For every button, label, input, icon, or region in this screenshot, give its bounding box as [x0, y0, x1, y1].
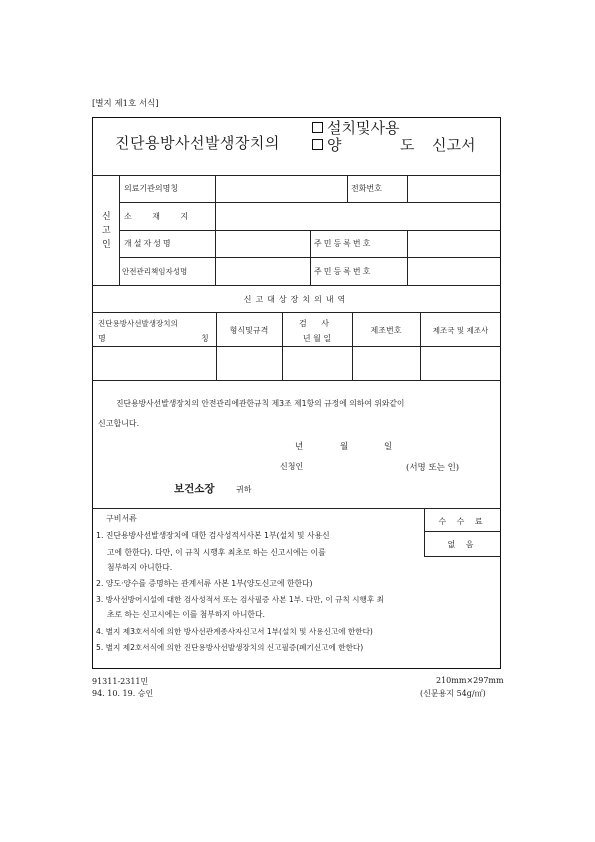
divider-documents-top: [92, 508, 501, 509]
label-institution-name: 의료기관의명칭: [124, 184, 179, 193]
fee-label: 수 수 료: [438, 517, 487, 526]
header-model: 형식및규격: [229, 326, 269, 335]
documents-item-line-6: 초로 하는 신고시에는 이를 첨부하지 아니한다.: [107, 610, 265, 619]
input-institution-name[interactable]: [218, 178, 345, 200]
input-inspection-date[interactable]: [285, 349, 349, 377]
divider-fee-bottom: [424, 556, 501, 557]
input-resident-no-2[interactable]: [410, 260, 498, 282]
header-device-name-2b: 칭: [201, 334, 209, 343]
reporter-side-char-1: 신: [102, 212, 111, 222]
declaration-line-1: 진단용방사선발생장치의 안전관리에관한규칙 제3조 제1항의 규정에 의하여 위와같이: [116, 399, 405, 408]
declaration-line-2: 신고합니다.: [98, 419, 140, 428]
recipient-label: 보건소장: [174, 483, 215, 495]
header-device-name-2a: 명: [98, 334, 106, 343]
documents-title: 구비서류: [106, 514, 137, 523]
header-inspect-1: 검 사: [299, 319, 335, 328]
documents-item-line-8: 5. 별지 제2호서식에 의한 진단용방사선발생장치의 신고필증(폐기신고에 한한다): [96, 643, 364, 652]
documents-item-line-3: 첨부하지 아니한다.: [107, 563, 173, 572]
footer-size: 210mm×297mm: [436, 676, 504, 685]
label-safety-manager: 안전관리책임자성명: [122, 267, 188, 276]
divider-phone-label-right: [407, 175, 408, 202]
header-maker: 제조국 및 제조사: [432, 326, 489, 335]
option-transfer-b: 도: [400, 136, 415, 154]
footer-code: 91311-2311민: [92, 677, 149, 686]
divider-resident-label-left: [310, 230, 311, 285]
option-install-use: 설치및사용: [327, 119, 400, 137]
header-serial: 제조번호: [370, 326, 402, 335]
input-device-name[interactable]: [95, 349, 213, 377]
date-year-label: 년: [295, 442, 304, 452]
input-model[interactable]: [219, 349, 279, 377]
checkbox-transfer[interactable]: [312, 139, 323, 150]
divider-title: [92, 175, 501, 176]
header-inspect-2: 년 월 일: [302, 334, 332, 343]
documents-item-line-7: 4. 별지 제3호서식에 의한 방사선관계종사자신고서 1부(설치 및 사용신고에 한한다): [96, 627, 373, 636]
documents-item-line-4: 2. 양도·양수를 증명하는 관계서류 사본 1부(양도신고에 한한다): [96, 579, 313, 588]
input-safety-manager[interactable]: [218, 260, 308, 282]
form-title: 진단용방사선발생장치의: [115, 134, 280, 152]
label-resident-no-1: 주민등록번호: [314, 239, 373, 248]
fee-value: 없 음: [447, 540, 478, 549]
recipient-suffix: 귀하: [236, 485, 252, 494]
divider-col-3: [352, 312, 353, 380]
divider-col-1: [216, 312, 217, 380]
reporter-side-char-3: 인: [102, 240, 111, 250]
label-phone: 전화번호: [351, 184, 382, 193]
input-maker[interactable]: [423, 349, 498, 377]
input-serial[interactable]: [355, 349, 417, 377]
date-month-label: 월: [340, 442, 349, 452]
form-label: [별지 제1호 서식]: [92, 99, 159, 109]
devices-section-title: 신고대상장치의내역: [243, 295, 350, 304]
label-resident-no-2: 주민등록번호: [314, 267, 373, 276]
signature-label: (서명 또는 인): [406, 463, 460, 473]
divider-row1: [119, 202, 501, 203]
divider-fee-row: [424, 531, 501, 532]
reporter-side-label: [102, 210, 112, 252]
applicant-label: 신청인: [280, 462, 304, 471]
footer-approval: 94. 10. 19. 승인: [92, 689, 154, 698]
documents-item-line-2: 고에 한한다). 다만, 이 규칙 시행후 최초로 하는 신고시에는 이를: [107, 548, 326, 557]
divider-devices-title: [92, 312, 501, 313]
reporter-side-char-2: 고: [102, 226, 111, 236]
header-device-name-1: 진단용방사선발생장치의: [98, 319, 178, 328]
footer-paper: (신문용지 54g/㎡): [420, 689, 486, 698]
label-founder-name: 개설자성명: [124, 239, 173, 248]
divider-reporter-bottom: [92, 285, 501, 286]
divider-devices-bottom: [92, 380, 501, 381]
divider-label-col: [215, 175, 216, 285]
input-phone[interactable]: [410, 178, 498, 200]
title-suffix: 신고서: [432, 136, 476, 154]
checkbox-install-use[interactable]: [312, 122, 323, 133]
documents-item-line-1: 1. 진단용방사선발생장치에 대한 검사성적서사본 1부(설치 및 사용신: [96, 531, 330, 540]
divider-col-4: [420, 312, 421, 380]
input-resident-no-1[interactable]: [410, 233, 498, 255]
input-address[interactable]: [218, 205, 498, 227]
option-transfer-a: 양: [327, 136, 342, 154]
divider-resident-label-right: [407, 230, 408, 285]
input-founder-name[interactable]: [218, 233, 308, 255]
documents-item-line-5: 3. 방사선방어시설에 대한 검사성적서 또는 검사필증 사본 1부. 다만, 이 규칙 시행후 최: [96, 595, 384, 604]
input-applicant[interactable]: [310, 457, 400, 473]
label-address: 소 재 지: [124, 212, 198, 221]
date-day-label: 일: [384, 442, 393, 452]
divider-devices-header: [92, 346, 501, 347]
divider-phone-label-left: [347, 175, 348, 202]
